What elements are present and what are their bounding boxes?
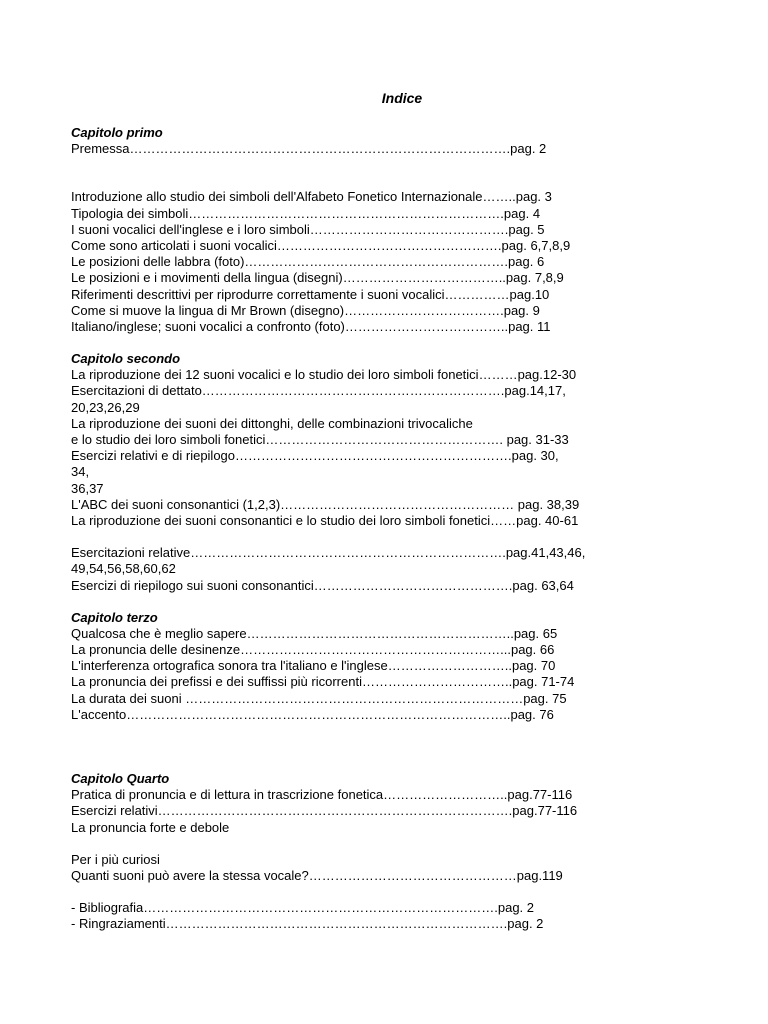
toc-entry: Pratica di pronuncia e di lettura in trascrizione fonetica………………………..pag.77-116 xyxy=(71,787,573,803)
toc-entry: La pronuncia delle desinenze……………………………………………………...pag. 66 xyxy=(71,642,555,658)
toc-entry-ringraziamenti: - Ringraziamenti…………………………………………………………………….pag. 2 xyxy=(71,916,544,932)
toc-entry: L'ABC dei suoni consonantici (1,2,3)……………………………………………… pag. 38,39 xyxy=(71,496,580,512)
toc-entry: 20,23,26,29 xyxy=(71,399,140,415)
toc-entry: La pronuncia dei prefissi e dei suffissi più ricorrenti……………………………..pag. 71-74 xyxy=(71,674,575,690)
toc-entry: Le posizioni e i movimenti della lingua (disegni)………………………………..pag. 7,8,9 xyxy=(71,270,564,286)
table-of-contents xyxy=(71,125,751,933)
toc-entry: 36,37 xyxy=(71,480,104,496)
toc-entry: Esercitazioni relative……………………………………………………………….pag.41,43,46, xyxy=(71,545,586,561)
toc-entry: Tipologia dei simboli……………………………………………………………….pag. 4 xyxy=(71,205,541,221)
chapter-3-heading: Capitolo terzo xyxy=(71,609,158,625)
toc-entry: La riproduzione dei 12 suoni vocalici e lo studio dei loro simboli fonetici………pag.12-30 xyxy=(71,367,577,383)
chapter-2-heading: Capitolo secondo xyxy=(71,351,181,367)
toc-entry: Esercizi relativi……………………………………………………………………….pag.77-116 xyxy=(71,803,578,819)
toc-entry: Esercitazioni di dettato…………………………………………………………….pag.14,17, xyxy=(71,383,566,399)
toc-entry: 49,54,56,58,60,62 xyxy=(71,561,176,577)
toc-entry: L'interferenza ortografica sonora tra l'italiano e l'inglese………………………..pag. 70 xyxy=(71,658,556,674)
toc-entry: e lo studio dei loro simboli fonetici………………………………………………. pag. 31-33 xyxy=(71,432,569,447)
toc-entry: La riproduzione dei suoni dei dittonghi, delle combinazioni trivocaliche xyxy=(71,415,473,431)
toc-entry: Riferimenti descrittivi per riprodurre correttamente i suoni vocalici……………pag.10 xyxy=(71,286,550,302)
chapter-1-heading: Capitolo primo xyxy=(71,125,163,140)
chapter-4-heading: Capitolo Quarto xyxy=(71,771,170,786)
curiosi-heading: Per i più curiosi xyxy=(71,851,160,867)
toc-entry: I suoni vocalici dell'inglese e i loro simboli……………………………………….pag. 5 xyxy=(71,221,545,237)
toc-entry: Italiano/inglese; suoni vocalici a confronto (foto)………………………………..pag. 11 xyxy=(71,318,551,334)
toc-entry: Le posizioni delle labbra (foto)…………………………………………………….pag. 6 xyxy=(71,254,545,270)
toc-entry: La durata dei suoni ……………………………………………………………………pag. 75 xyxy=(71,690,567,706)
toc-entry-premessa: Premessa…………………………………………………………………………….pag. 2 xyxy=(71,141,547,157)
toc-entry: Introduzione allo studio dei simboli dell'Alfabeto Fonetico Internazionale……..pag. 3 xyxy=(71,189,552,205)
toc-entry: La pronuncia forte e debole xyxy=(71,819,230,835)
toc-entry-bibliografia: - Bibliografia……………………………………………………………………….pag. 2 xyxy=(71,900,535,916)
toc-entry: Esercizi relativi e di riepilogo……………………………………………………….pag. 30, xyxy=(71,448,559,464)
toc-entry: Qualcosa che è meglio sapere……………………………………………………..pag. 65 xyxy=(71,625,558,641)
toc-entry: La riproduzione dei suoni consonantici e lo studio dei loro simboli fonetici……pag. 40-61 xyxy=(71,512,579,528)
toc-entry: L'accento……………………………………………………………………………..pag. 76 xyxy=(71,706,554,722)
toc-entry: 34, xyxy=(71,464,90,480)
toc-entry: Esercizi di riepilogo sui suoni consonantici……………………………………….pag. 63,64 xyxy=(71,577,574,593)
toc-entry: Come sono articolati i suoni vocalici…………………………………………….pag. 6,7,8,9 xyxy=(71,237,571,253)
toc-entry: Quanti suoni può avere la stessa vocale?…………………………………………pag.119 xyxy=(71,867,563,883)
page-title: Indice xyxy=(381,90,423,106)
toc-entry: Come si muove la lingua di Mr Brown (disegno)……………………………….pag. 9 xyxy=(71,302,540,318)
